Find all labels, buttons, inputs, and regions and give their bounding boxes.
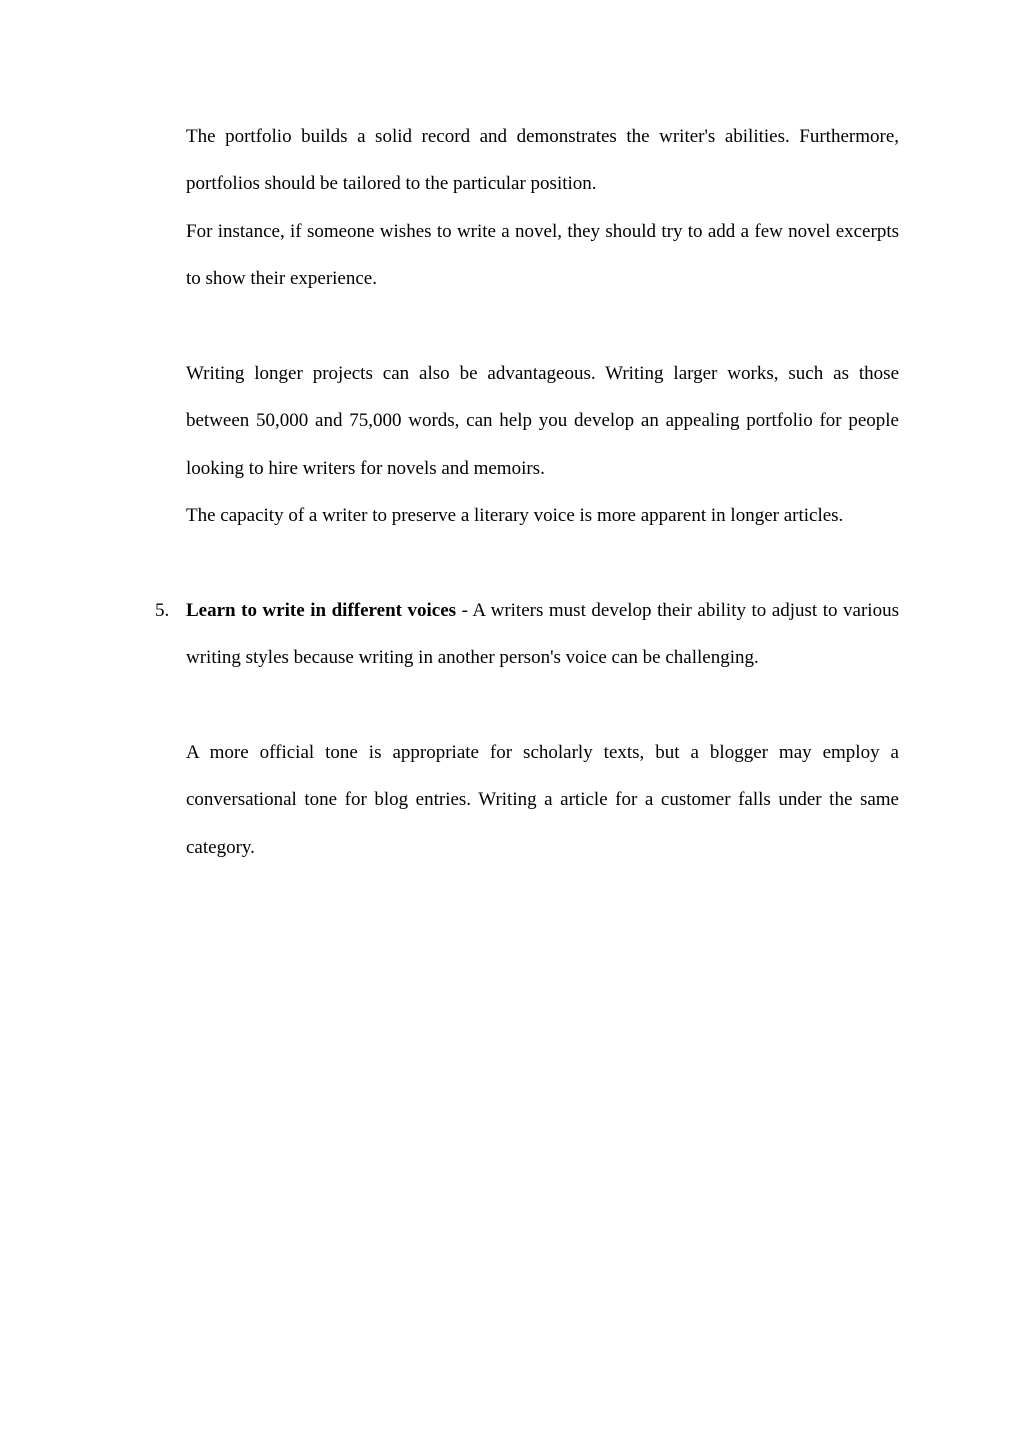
paragraph-portfolio-record	[186, 113, 899, 208]
list-item-body: - A writers must develop their ability to adjust to various writing styles because writing in another person's voice can be challenging.	[186, 600, 899, 669]
paragraph-novel-example	[186, 208, 899, 303]
paragraph-longer-projects	[186, 350, 899, 492]
paragraph-text: For instance, if someone wishes to write a novel, they should try to add a few novel excerpts to show their experience.	[186, 221, 899, 290]
paragraph-text: The portfolio builds a solid record and demonstrates the writer's abilities. Furthermore, portfolios should be tailored to the particular position.	[186, 126, 899, 195]
list-item-text	[186, 587, 899, 682]
paragraph-tone	[186, 729, 899, 871]
list-item-number: 5.	[155, 600, 170, 621]
paragraph-literary-voice	[186, 492, 899, 539]
paragraph-text: Writing longer projects can also be advantageous. Writing larger works, such as those between 50,000 and 75,000 words, can help you develop an appealing portfolio for people looking to hire writers for novels and memoirs.	[186, 363, 899, 479]
list-item-different-voices	[186, 587, 899, 682]
paragraph-text: A more official tone is appropriate for scholarly texts, but a blogger may employ a conversational tone for blog entries. Writing a article for a customer falls under the same category.	[186, 742, 899, 858]
paragraph-text: The capacity of a writer to preserve a literary voice is more apparent in longer articles.	[186, 505, 844, 526]
list-item-heading: Learn to write in different voices	[186, 600, 457, 621]
